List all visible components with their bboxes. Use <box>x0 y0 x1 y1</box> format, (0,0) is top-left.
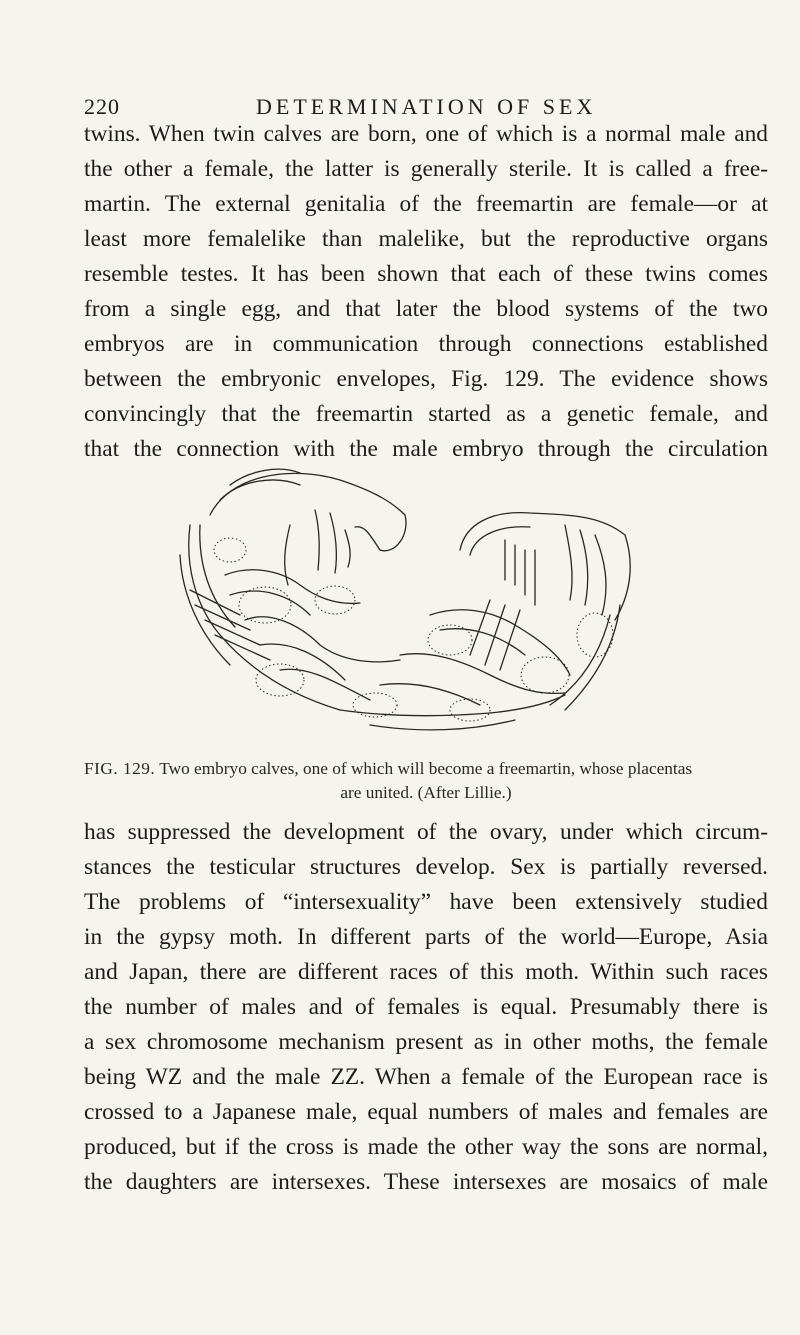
text-line: stances the testicular structures develop. Sex is partially reversed. <box>84 854 768 880</box>
text-line: the number of males and of females is equal. Presumably there is <box>84 994 768 1020</box>
text-line: martin. The external genitalia of the freemartin are female—or at <box>84 191 768 217</box>
cotyledon-mark <box>214 538 246 562</box>
paragraph-2 <box>84 815 768 1200</box>
page-number: 220 <box>84 94 120 119</box>
text-line: the other a female, the latter is generally sterile. It is called a free- <box>84 156 768 182</box>
figure-label: FIG. 129. <box>84 759 156 778</box>
text-line: produced, but if the cross is made the other way the sons are normal, <box>84 1134 768 1160</box>
figure-caption <box>84 757 768 805</box>
text-line: being WZ and the male ZZ. When a female of the European race is <box>84 1064 768 1090</box>
text-line: embryos are in communication through connections established <box>84 331 768 357</box>
text-line: from a single egg, and that later the blood systems of the two <box>84 296 768 322</box>
text-line: convincingly that the freemartin started as a genetic female, and <box>84 401 768 427</box>
cotyledon-mark <box>521 657 569 693</box>
running-title: DETERMINATION OF SEX <box>256 94 597 119</box>
text-line: the daughters are intersexes. These intersexes are mosaics of male <box>84 1169 768 1195</box>
text-line: that the connection with the male embryo through the circulation <box>84 436 768 462</box>
text-line: between the embryonic envelopes, Fig. 129. The evidence shows <box>84 366 768 392</box>
text-line: and Japan, there are different races of this moth. Within such races <box>84 959 768 985</box>
text-line: The problems of “intersexuality” have been extensively studied <box>84 889 768 915</box>
cotyledon-mark <box>577 613 613 657</box>
left-embryo-outline <box>210 473 406 550</box>
caption-text: Two embryo calves, one of which will become a freemartin, whose placentas <box>159 759 693 778</box>
text-line: resemble testes. It has been shown that each of these twins comes <box>84 261 768 287</box>
embryo-calves-illustration <box>170 455 632 745</box>
paragraph-1 <box>84 117 768 467</box>
text-line: crossed to a Japanese male, equal numbers of males and females are <box>84 1099 768 1125</box>
cotyledon-mark <box>256 664 304 696</box>
text-line: has suppressed the development of the ovary, under which circum- <box>84 819 768 845</box>
text-line: least more femalelike than malelike, but the reproductive organs <box>84 226 768 252</box>
text-line: twins. When twin calves are born, one of which is a normal male and <box>84 121 768 147</box>
text-line: in the gypsy moth. In different parts of the world—Europe, Asia <box>84 924 768 950</box>
text-line: a sex chromosome mechanism present as in other moths, the female <box>84 1029 768 1055</box>
cotyledon-mark <box>315 586 355 614</box>
cotyledon-mark <box>450 699 490 721</box>
caption-text-continued: are united. (After Lillie.) <box>340 783 512 802</box>
